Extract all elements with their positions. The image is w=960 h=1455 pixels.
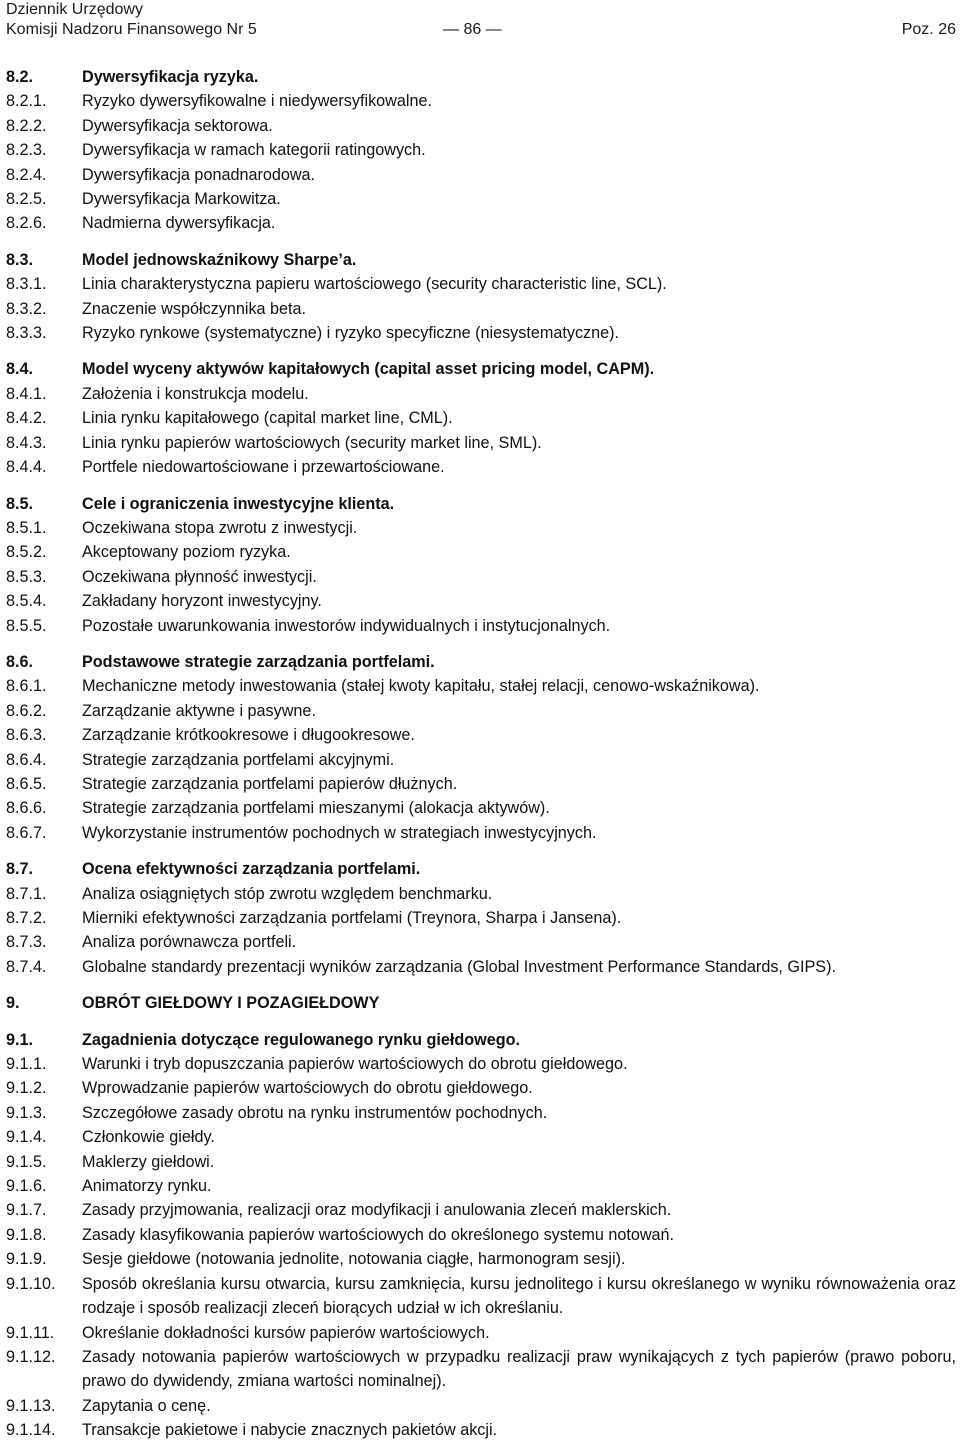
item-number: 9.1. [6,1030,34,1049]
item-number: 8.4.3. [6,433,47,452]
item-number: 9.1.1. [6,1055,47,1074]
section-heading [6,357,956,381]
outline-item [6,1052,956,1076]
item-text: Dywersyfikacja w ramach kategorii ratingowych. [82,141,426,160]
item-text: Globalne standardy prezentacji wyników zarządzania (Global Investment Performance Standards, GIPS). [82,957,836,976]
section-heading [6,492,956,516]
item-text: Animatorzy rynku. [82,1177,212,1196]
outline-section [6,1028,956,1443]
item-number: 9.1.4. [6,1128,47,1147]
outline-section [6,357,956,479]
item-text: Mierniki efektywności zarządzania portfelami (Treynora, Sharpa i Jansena). [82,909,622,927]
item-number: 8.4.4. [6,458,47,477]
section-heading [6,857,956,881]
item-text: Założenia i konstrukcja modelu. [82,384,309,403]
outline-item [6,114,956,138]
item-number: 8.3.1. [6,275,47,294]
item-text: Model jednowskaźnikowy Sharpe’a. [82,250,357,269]
outline-section [6,991,956,1015]
outline-item [6,1198,956,1222]
item-text: Zasady notowania papierów wartościowych w przypadku realizacji praw wynikających z tych papierów (prawo poboru, prawo do dywidendy, zmiana wartości nominalnej). [82,1347,956,1391]
item-number: 9.1.3. [6,1103,47,1122]
item-number: 8.2.1. [6,92,47,111]
outline-item [6,163,956,187]
item-text: Zasady klasyfikowania papierów wartościowych do określonego systemu notowań. [82,1225,675,1244]
item-number: 8.6.4. [6,750,47,769]
item-number: 8.5.2. [6,543,47,562]
item-number: 8.5.3. [6,567,47,586]
outline-item [6,930,956,954]
item-text: Linia charakterystyczna papieru wartościowego (security characteristic line, SCL). [82,275,667,294]
outline-item [6,955,956,979]
item-number: 8.5.4. [6,592,47,611]
item-number: 8.2.2. [6,116,47,135]
page-header [6,0,956,44]
item-text: Model wyceny aktywów kapitałowych (capital asset pricing model, CAPM). [82,360,655,379]
section-heading [6,65,956,89]
item-text: Strategie zarządzania portfelami mieszanymi (alokacja aktywów). [82,799,550,818]
item-text: Maklerzy giełdowi. [82,1152,215,1171]
item-text: Portfele niedowartościowane i przewartościowane. [82,458,445,477]
item-number: 9.1.9. [6,1250,47,1269]
outline-item [6,821,956,845]
item-text: Zarządzanie aktywne i pasywne. [82,701,316,720]
outline-section [6,248,956,346]
item-text: Analiza osiągniętych stóp zwrotu względem benchmarku. [82,884,493,903]
outline-item [6,321,956,345]
item-number: 9.1.10. [6,1274,56,1293]
outline-item [6,614,956,638]
item-text: Wykorzystanie instrumentów pochodnych w strategiach inwestycyjnych. [82,823,597,842]
item-text: Określanie dokładności kursów papierów wartościowych. [82,1323,490,1342]
item-number: 8.7.2. [6,909,47,927]
outline-item [6,1223,956,1247]
section-heading [6,650,956,674]
item-text: Oczekiwana płynność inwestycji. [82,567,317,586]
item-number: 8.3.2. [6,299,47,318]
item-number: 8.5. [6,494,34,513]
journal-title: Dziennik Urzędowy [6,1,143,18]
outline-item [6,431,956,455]
item-number: 8.6.6. [6,799,47,818]
item-number: 8.4. [6,360,34,379]
outline-item [6,1076,956,1100]
outline-item [6,1174,956,1198]
item-number: 9.1.12. [6,1347,56,1366]
item-number: 8.6.5. [6,774,47,793]
item-text: Sesje giełdowe (notowania jednolite, notowania ciągłe, harmonogram sesji). [82,1250,626,1269]
item-number: 9.1.6. [6,1177,47,1196]
item-text: Zasady przyjmowania, realizacji oraz modyfikacji i anulowania zleceń maklerskich. [82,1201,672,1220]
item-number: 8.3.3. [6,324,47,343]
item-number: 8.7.4. [6,957,47,976]
item-text: Oczekiwana stopa zwrotu z inwestycji. [82,518,358,537]
item-text: Podstawowe strategie zarządzania portfelami. [82,652,435,671]
outline-item [6,796,956,820]
item-text: Zarządzanie krótkookresowe i długookresowe. [82,726,415,745]
item-text: Mechaniczne metody inwestowania (stałej kwoty kapitału, stałej relacji, cenowo-wskaźnikowa). [82,677,760,696]
outline-item [6,1150,956,1174]
outline-item [6,455,956,479]
item-number: 8.2.6. [6,214,47,233]
outline-item [6,723,956,747]
item-text: Akceptowany poziom ryzyka. [82,543,291,562]
outline-item [6,699,956,723]
outline-item [6,406,956,430]
section-heading [6,991,956,1015]
outline-item [6,748,956,772]
outline-item [6,1101,956,1125]
position-number: Poz. 26 [901,21,956,38]
item-text: Linia rynku kapitałowego (capital market line, CML). [82,409,453,428]
item-text: Zagadnienia dotyczące regulowanego rynku giełdowego. [82,1030,521,1049]
outline-item [6,772,956,796]
item-text: Dywersyfikacja ponadnarodowa. [82,165,316,184]
item-text: Analiza porównawcza portfeli. [82,933,297,952]
item-number: 9.1.5. [6,1152,47,1171]
item-number: 9.1.8. [6,1225,47,1244]
outline-item [6,540,956,564]
item-number: 8.6.1. [6,677,47,696]
item-text: Zapytania o cenę. [82,1396,211,1415]
outline-item [6,187,956,211]
outline-section [6,65,956,236]
item-number: 9.1.14. [6,1421,56,1440]
item-number: 8.6. [6,652,34,671]
outline-item [6,565,956,589]
item-text: Sposób określania kursu otwarcia, kursu zamknięcia, kursu jednolitego i kursu określanego w wyniku równoważenia oraz rodzaje i sposób realizacji zleceń biorących udział w ich określaniu. [82,1274,956,1318]
outline-item [6,272,956,296]
item-text: Warunki i tryb dopuszczania papierów wartościowych do obrotu giełdowego. [82,1055,628,1074]
item-number: 8.2.4. [6,165,47,184]
outline-item [6,1418,956,1442]
item-text: Dywersyfikacja sektorowa. [82,116,273,135]
outline-item [6,1247,956,1271]
outline-item [6,211,956,235]
item-text: Dywersyfikacja ryzyka. [82,68,259,86]
section-heading [6,248,956,272]
item-text: Transakcje pakietowe i nabycie znacznych pakietów akcji. [82,1421,498,1440]
outline-item [6,138,956,162]
item-number: 8.5.5. [6,616,47,635]
item-text: OBRÓT GIEŁDOWY I POZAGIEŁDOWY [82,994,380,1013]
journal-issue: Komisji Nadzoru Finansowego Nr 5 [6,21,257,38]
item-text: Strategie zarządzania portfelami akcyjnymi. [82,750,395,769]
outline-item [6,89,956,113]
table-of-contents [6,65,956,1455]
section-heading [6,1028,956,1052]
item-text: Ocena efektywności zarządzania portfelami. [82,860,421,879]
item-number: 8.6.7. [6,823,47,842]
item-text: Nadmierna dywersyfikacja. [82,214,276,233]
item-number: 9.1.7. [6,1201,47,1220]
outline-item [6,882,956,906]
item-number: 9.1.2. [6,1079,47,1098]
item-text: Zakładany horyzont inwestycyjny. [82,592,322,611]
item-text: Członkowie giełdy. [82,1128,215,1147]
item-number: 9.1.13. [6,1396,56,1415]
outline-item [6,382,956,406]
item-number: 8.4.2. [6,409,47,428]
item-number: 9. [6,994,20,1013]
outline-item [6,1394,956,1418]
outline-section [6,650,956,845]
item-number: 8.6.2. [6,701,47,720]
item-text: Strategie zarządzania portfelami papierów dłużnych. [82,774,458,793]
item-number: 8.2.3. [6,141,47,160]
outline-item [6,1345,956,1394]
item-number: 8.6.3. [6,726,47,745]
outline-item [6,1272,956,1321]
outline-item [6,297,956,321]
item-number: 9.1.11. [6,1323,55,1342]
item-text: Dywersyfikacja Markowitza. [82,190,281,209]
item-text: Cele i ograniczenia inwestycyjne klienta. [82,494,395,513]
item-text: Linia rynku papierów wartościowych (security market line, SML). [82,433,542,452]
outline-item [6,906,956,930]
item-number: 8.7.1. [6,884,47,903]
item-text: Znaczenie współczynnika beta. [82,299,307,318]
outline-item [6,516,956,540]
item-text: Ryzyko rynkowe (systematyczne) i ryzyko specyficzne (niesystematyczne). [82,324,620,343]
outline-item [6,1125,956,1149]
item-text: Pozostałe uwarunkowania inwestorów indywidualnych i instytucjonalnych. [82,616,611,635]
page-number: — 86 — [443,21,502,38]
item-number: 8.5.1. [6,518,47,537]
outline-item [6,1321,956,1345]
item-number: 8.3. [6,250,34,269]
outline-item [6,674,956,698]
item-number: 8.2. [6,68,34,86]
outline-section [6,857,956,979]
item-number: 8.2.5. [6,190,47,209]
outline-section [6,492,956,638]
outline-item [6,589,956,613]
item-text: Wprowadzanie papierów wartościowych do obrotu giełdowego. [82,1079,533,1098]
item-text: Ryzyko dywersyfikowalne i niedywersyfikowalne. [82,92,432,111]
item-text: Szczegółowe zasady obrotu na rynku instrumentów pochodnych. [82,1103,548,1122]
item-number: 8.7. [6,860,34,879]
item-number: 8.4.1. [6,384,47,403]
item-number: 8.7.3. [6,933,47,952]
